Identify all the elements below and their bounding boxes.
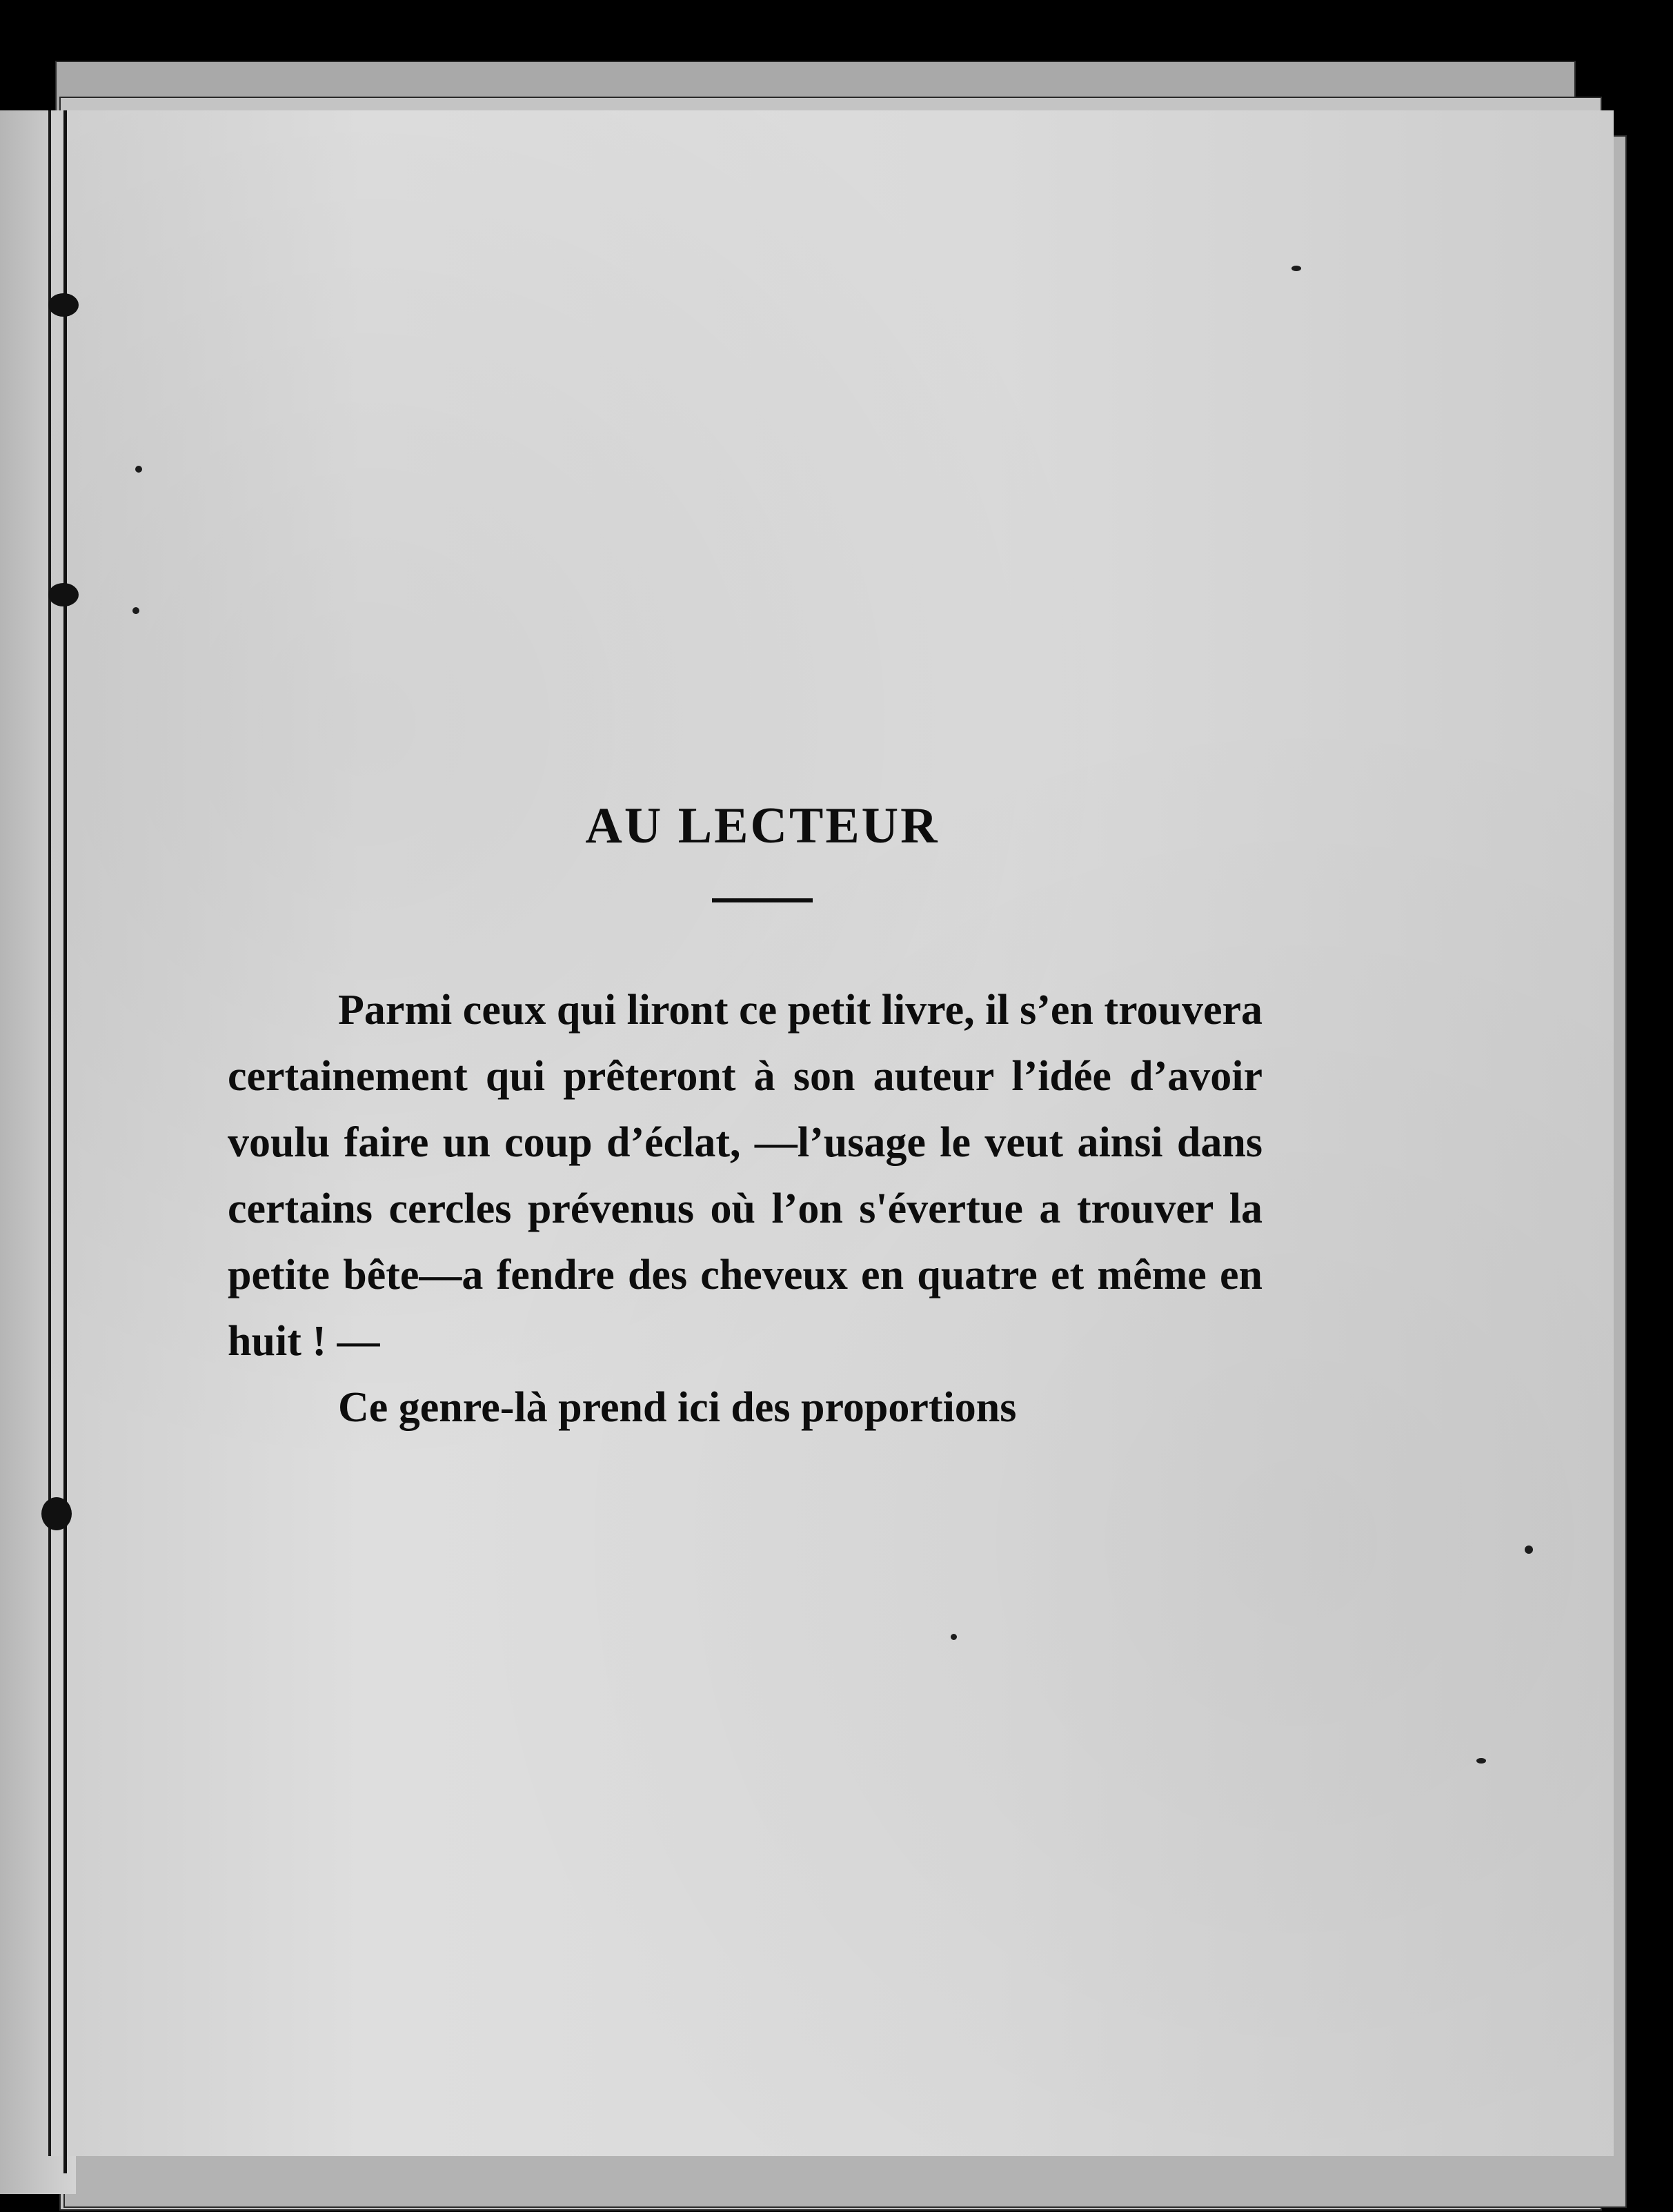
scan-speck [132, 607, 139, 614]
binding-line [63, 110, 67, 2173]
binding-stitch [48, 293, 79, 317]
body-text [228, 977, 1263, 1441]
scan-speck [135, 466, 142, 473]
paragraph: Ce genre-là prend ici des proportions [338, 1384, 1017, 1431]
heading-rule [712, 898, 813, 902]
paragraph: Parmi ceux qui liront ce petit livre, il s’en trouvera certainement qui prêteront à son auteur l’idée d’avoir voulu faire un coup d’éclat, —l’usage le veut ainsi dans certains cercles prévenus où l’on s'évertue a trouver la petite bête—a fendre des cheveux en quatre et même en huit ! — [228, 987, 1263, 1365]
binding-stitch [41, 1497, 72, 1530]
scan-speck [951, 1634, 957, 1640]
scan-speck [1476, 1758, 1486, 1764]
page-content [228, 800, 1263, 1441]
scan-speck [1525, 1546, 1533, 1554]
scan-speck [1291, 266, 1301, 271]
binding-stitch [48, 583, 79, 606]
page-heading: AU LECTEUR [585, 798, 940, 854]
